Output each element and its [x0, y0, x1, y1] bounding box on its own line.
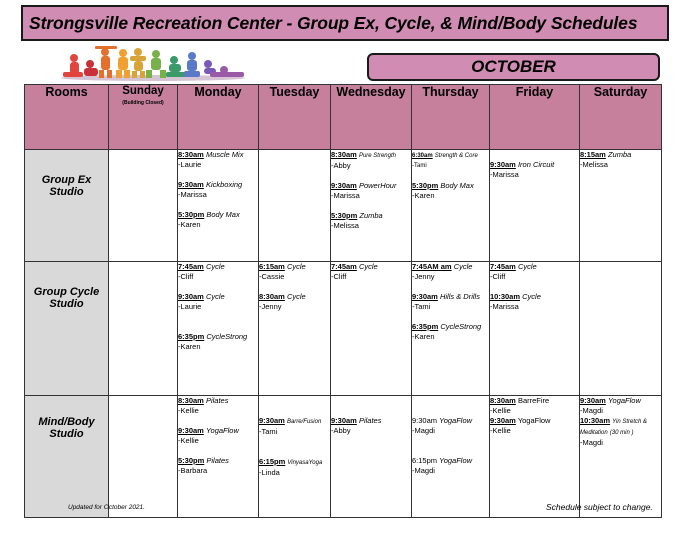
cy-thursday-cell	[412, 262, 490, 396]
mb-thursday-cell	[412, 396, 490, 518]
class-entry: 8:30am Cycle	[259, 292, 306, 301]
wednesday-header: Wednesday	[331, 85, 412, 150]
class-entry: 6:35pm CycleStrong	[178, 332, 248, 341]
gx-saturday-cell	[580, 150, 662, 262]
updated-note: Updated for October 2021.	[68, 504, 145, 511]
fitness-figures-logo	[58, 44, 248, 82]
class-entry: 8:15am Zumba	[580, 150, 632, 159]
thursday-header: Thursday	[412, 85, 490, 150]
sunday-note: (Building Closed)	[122, 100, 164, 106]
sunday-label: Sunday	[122, 85, 164, 97]
cy-wednesday-cell	[331, 262, 412, 396]
cy-tuesday-cell	[259, 262, 331, 396]
class-entry: 9:30am YogaFlow	[490, 416, 551, 425]
class-entry: 5:30pm Body Max	[178, 210, 240, 219]
class-entry: 10:30am Cycle	[490, 292, 541, 301]
instructor: -Laurie	[178, 302, 202, 311]
instructor: -Magdi	[412, 466, 435, 475]
cy-sunday-cell	[109, 262, 178, 396]
class-entry: 9:30am Kickboxing	[178, 180, 243, 189]
instructor: -Jenny	[412, 272, 435, 281]
mindbody-row	[25, 396, 662, 518]
class-entry: 5:30pm Zumba	[331, 211, 383, 220]
instructor: -Tami	[412, 302, 431, 311]
room-label-group-ex: Group Ex Studio	[25, 150, 109, 262]
instructor: -Cliff	[331, 272, 347, 281]
instructor: -Magdi	[412, 426, 435, 435]
month-label: OCTOBER	[471, 57, 556, 76]
gx-friday-cell	[490, 150, 580, 262]
mb-friday-cell	[490, 396, 580, 518]
instructor: -Abby	[331, 426, 351, 435]
class-entry: 7:45am Cycle	[178, 262, 225, 271]
class-entry: 9:30am YogaFlow	[580, 396, 641, 405]
friday-header: Friday	[490, 85, 580, 150]
class-entry: 9:30am PowerHour	[331, 181, 397, 190]
mb-tuesday-cell	[259, 396, 331, 518]
instructor: -Magdi	[580, 406, 603, 415]
instructor: -Abby	[331, 161, 351, 170]
gx-wednesday-cell	[331, 150, 412, 262]
class-entry: 6:15am Cycle	[259, 262, 306, 271]
page-title: Strongsville Recreation Center - Group Ex, Cycle, & Mind/Body Schedules	[29, 12, 638, 33]
cy-monday-cell	[178, 262, 259, 396]
cy-saturday-cell	[580, 262, 662, 396]
monday-header: Monday	[178, 85, 259, 150]
class-entry: 9:30am Barre/Fusion	[259, 416, 322, 425]
instructor: -Kellie	[490, 406, 511, 415]
class-entry: 9:30am YogaFlow	[412, 416, 473, 425]
instructor: -Kellie	[178, 406, 199, 415]
class-entry: 9:30am Pilates	[331, 416, 382, 425]
instructor: -Karen	[412, 191, 435, 200]
class-entry: 5:30pm Body Max	[412, 181, 474, 190]
sunday-header	[109, 85, 178, 150]
class-entry: 9:30am Hills & Drills	[412, 292, 480, 301]
tuesday-header: Tuesday	[259, 85, 331, 150]
room-label-cycle: Group Cycle Studio	[25, 262, 109, 396]
class-entry: 9:30am Iron Circuit	[490, 160, 555, 169]
class-entry: 7:45AM am Cycle	[412, 262, 473, 271]
header-row	[25, 85, 662, 150]
gx-thursday-cell	[412, 150, 490, 262]
class-entry: 5:30pm Pilates	[178, 456, 229, 465]
gx-monday-cell	[178, 150, 259, 262]
mb-monday-cell	[178, 396, 259, 518]
instructor: -Karen	[178, 220, 201, 229]
instructor: -Cliff	[178, 272, 194, 281]
group-ex-row	[25, 150, 662, 262]
instructor: -Karen	[178, 342, 201, 351]
room-label-mindbody: Mind/Body Studio	[25, 396, 109, 518]
instructor: -Magdi	[580, 438, 603, 447]
instructor: -Marissa	[490, 302, 519, 311]
class-entry: 8:30am Pilates	[178, 396, 229, 405]
instructor: -Melissa	[580, 160, 608, 169]
instructor: -Cassie	[259, 272, 285, 281]
instructor: -Karen	[412, 332, 435, 341]
class-entry: 6:30am Strength & Core	[412, 153, 478, 159]
class-entry: 6:15pm YogaFlow	[412, 456, 473, 465]
saturday-header: Saturday	[580, 85, 662, 150]
class-entry: 8:30am BarreFire	[490, 396, 550, 405]
class-entry: 8:30am Muscle Mix	[178, 150, 244, 159]
instructor: -Kellie	[178, 436, 199, 445]
instructor: -Tami	[259, 427, 278, 436]
instructor: -Jenny	[259, 302, 282, 311]
class-entry: 7:45am Cycle	[331, 262, 378, 271]
cy-friday-cell	[490, 262, 580, 396]
mb-saturday-cell	[580, 396, 662, 518]
instructor: -Cliff	[490, 272, 506, 281]
class-entry: 9:30am YogaFlow	[178, 426, 239, 435]
disclaimer: Schedule subject to change.	[546, 502, 653, 512]
instructor: -Barbara	[178, 466, 208, 475]
gx-tuesday-cell	[259, 150, 331, 262]
rooms-header: Rooms	[25, 85, 109, 150]
mb-wednesday-cell	[331, 396, 412, 518]
class-entry: 8:30am Pure Strength	[331, 150, 396, 159]
instructor: -Linda	[259, 468, 280, 477]
instructor: -Laurie	[178, 160, 202, 169]
class-entry: 7:45am Cycle	[490, 262, 537, 271]
class-entry: 6:15pm VinyasaYoga	[259, 457, 323, 466]
instructor: -Marissa	[331, 191, 360, 200]
cycle-row	[25, 262, 662, 396]
instructor: -Marissa	[490, 170, 519, 179]
mb-sunday-cell	[109, 396, 178, 518]
instructor: -Melissa	[331, 221, 359, 230]
class-entry: 9:30am Cycle	[178, 292, 225, 301]
class-entry: 10:30am Yin Stretch & Meditation (30 min )	[580, 416, 648, 436]
month-banner	[367, 53, 660, 81]
instructor: -Kellie	[490, 426, 511, 435]
schedule-table	[24, 84, 662, 518]
instructor: -Marissa	[178, 190, 207, 199]
title-banner	[21, 5, 669, 41]
gx-sunday-cell	[109, 150, 178, 262]
instructor: -Tami	[412, 163, 427, 169]
class-entry: 6:35pm CycleStrong	[412, 322, 482, 331]
